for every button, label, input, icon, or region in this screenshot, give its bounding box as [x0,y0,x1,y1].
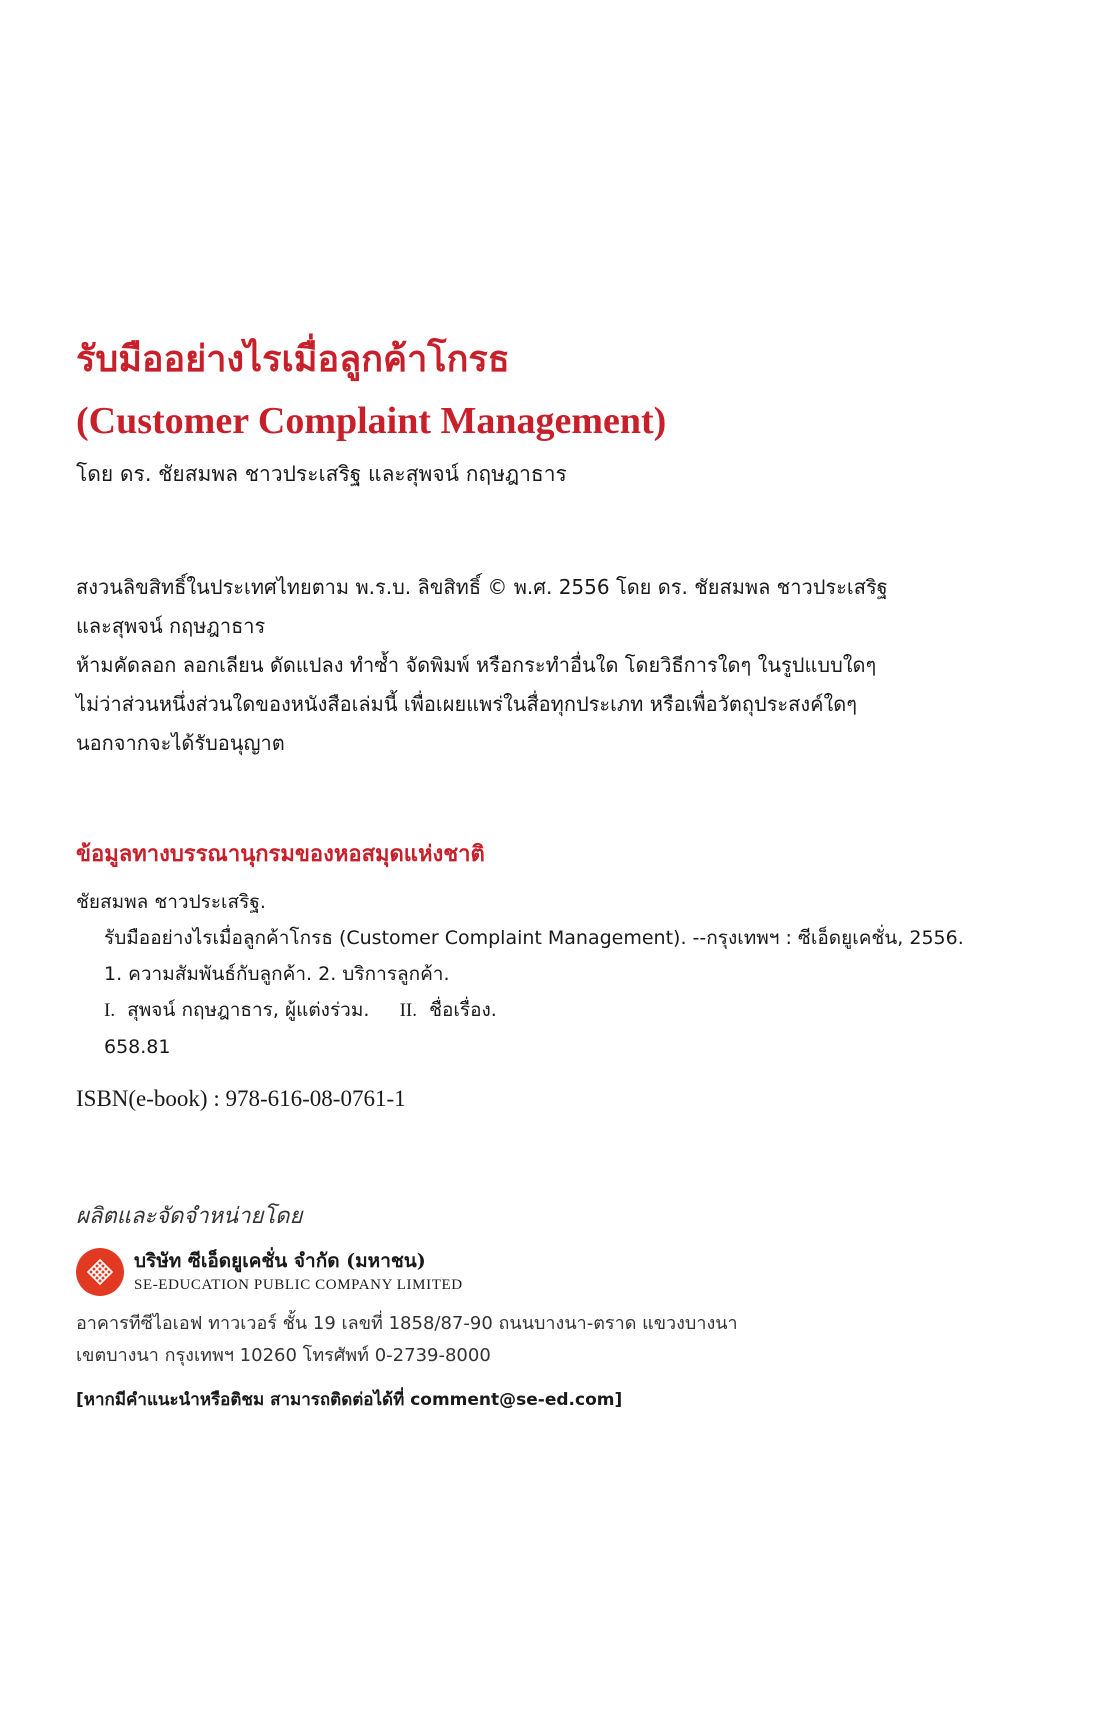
copyright-line: นอกจากจะได้รับอนุญาต [76,731,285,755]
cip-added-entry: ชื่อเรื่อง. [429,999,497,1021]
comment-contact: [หากมีคำแนะนำหรือติชม สามารถติดต่อได้ที่ comment@se-ed.com] [76,1390,623,1410]
cip-author: ชัยสมพล ชาวประเสริฐ. [76,891,266,913]
cip-heading: ข้อมูลทางบรรณานุกรมของหอสมุดแห่งชาติ [76,841,485,867]
cip-added-entry: สุพจน์ กฤษฎาธาร, ผู้แต่งร่วม. [127,999,370,1021]
book-title-english: (Customer Complaint Management) [76,400,667,442]
cip-title-line: รับมืออย่างไรเมื่อลูกค้าโกรธ (Customer Complaint Management). --กรุงเทพฯ : ซีเอ็ดยูเคชั่น, 2556. [104,927,964,949]
cip-roman-numeral: II. [399,1000,418,1021]
copyright-line: ไม่ว่าส่วนหนึ่งส่วนใดของหนังสือเล่มนี้ เพื่อเผยแพร่ในสื่อทุกประเภท หรือเพื่อวัตถุประสงค์ใดๆ [76,692,858,716]
address-line: อาคารทีซีไอเอฟ ทาวเวอร์ ชั้น 19 เลขที่ 1858/87-90 ถนนบางนา-ตราด แขวงบางนา [76,1313,738,1334]
book-title-thai: รับมืออย่างไรเมื่อลูกค้าโกรธ [76,338,510,380]
cip-subjects: 1. ความสัมพันธ์กับลูกค้า. 2. บริการลูกค้า. [104,963,450,985]
copyright-line: และสุพจน์ กฤษฎาธาร [76,614,266,638]
cip-added-entries [76,992,964,1029]
address-line: เขตบางนา กรุงเทพฯ 10260 โทรศัพท์ 0-2739-8000 [76,1345,491,1366]
author-byline: โดย ดร. ชัยสมพล ชาวประเสริฐ และสุพจน์ กฤษฎาธาร [76,462,567,486]
publisher-address [76,1308,738,1372]
publisher-name-english: SE-EDUCATION PUBLIC COMPANY LIMITED [134,1277,463,1293]
cip-classification: 658.81 [104,1036,171,1058]
cip-record [76,884,964,1065]
copyright-notice [76,568,888,763]
copyright-line: ห้ามคัดลอก ลอกเลียน ดัดแปลง ทำซ้ำ จัดพิมพ์ หรือกระทำอื่นใด โดยวิธีการใดๆ ในรูปแบบใดๆ [76,653,877,677]
publisher-name-thai: บริษัท ซีเอ็ดยูเคชั่น จำกัด (มหาชน) [134,1250,426,1272]
produced-by-label: ผลิตและจัดจำหน่ายโดย [76,1204,303,1229]
isbn: ISBN(e-book) : 978-616-08-0761-1 [76,1086,406,1111]
se-ed-logo-icon [76,1248,124,1296]
copyright-line: สงวนลิขสิทธิ์ในประเทศไทยตาม พ.ร.บ. ลิขสิทธิ์ © พ.ศ. 2556 โดย ดร. ชัยสมพล ชาวประเสริฐ [76,575,888,599]
cip-roman-numeral: I. [104,1000,116,1021]
